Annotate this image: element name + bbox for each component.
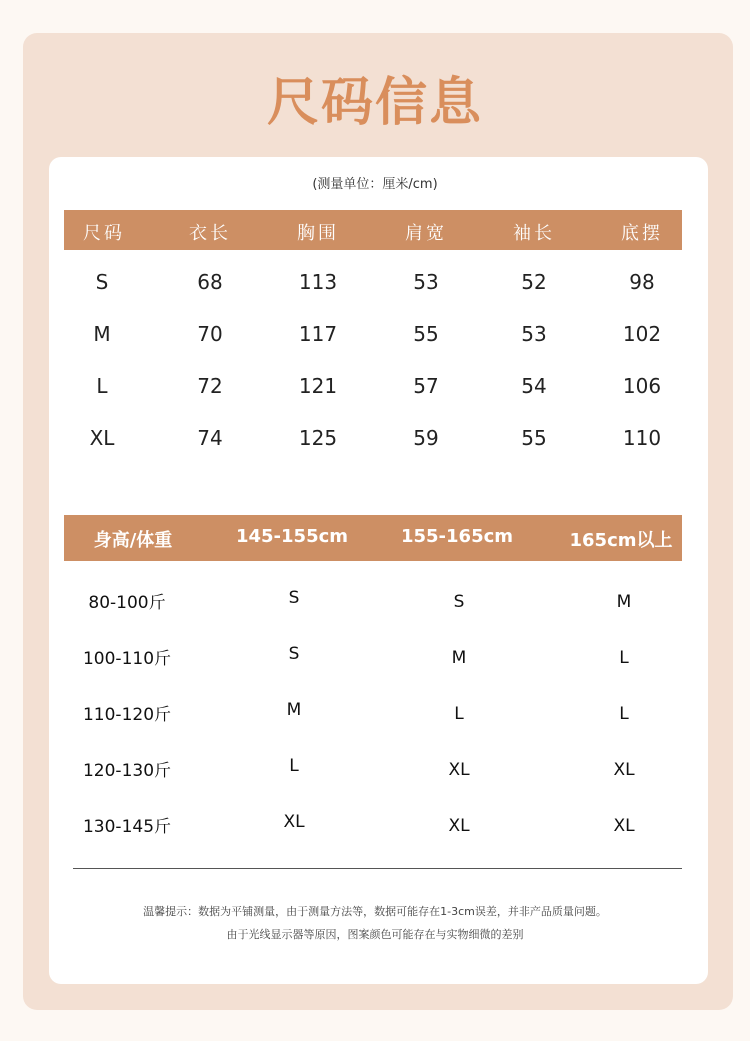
- table-cell: 125: [298, 426, 338, 450]
- measure-table-header: [64, 210, 682, 250]
- fit-cell: XL: [448, 816, 470, 836]
- divider: [73, 868, 682, 869]
- table-cell: M: [93, 322, 111, 346]
- header-sleeve: 袖长: [513, 223, 555, 244]
- header-range-155-165: 155-165cm: [400, 526, 514, 547]
- fit-cell: 80-100斤: [88, 593, 166, 613]
- table-cell: L: [96, 374, 108, 398]
- fit-cell: S: [288, 644, 300, 664]
- fit-cell: M: [286, 700, 302, 720]
- fit-cell: 100-110斤: [82, 649, 172, 669]
- table-cell: 74: [197, 426, 223, 450]
- table-cell: 98: [629, 270, 655, 294]
- fit-cell: L: [289, 756, 299, 776]
- table-cell: 102: [622, 322, 662, 346]
- table-cell: 113: [298, 270, 338, 294]
- fit-cell: XL: [283, 812, 305, 832]
- fit-cell: M: [616, 592, 632, 612]
- fit-table-header: [64, 515, 682, 561]
- fit-cell: L: [454, 704, 464, 724]
- table-cell: 57: [413, 374, 439, 398]
- size-card: [49, 157, 708, 984]
- header-range-145-155: 145-155cm: [235, 526, 349, 547]
- table-cell: 55: [413, 322, 439, 346]
- fit-cell: 130-145斤: [82, 817, 172, 837]
- fit-cell: XL: [613, 760, 635, 780]
- table-cell: 53: [521, 322, 547, 346]
- table-cell: 53: [413, 270, 439, 294]
- header-chest: 胸围: [297, 223, 339, 244]
- header-range-165-up: 165cm以上: [569, 530, 673, 551]
- table-cell: XL: [89, 426, 115, 450]
- fit-cell: M: [451, 648, 467, 668]
- header-length: 衣长: [189, 223, 231, 244]
- fit-cell: S: [453, 592, 465, 612]
- fit-cell: XL: [613, 816, 635, 836]
- table-cell: 68: [197, 270, 223, 294]
- table-cell: S: [95, 270, 109, 294]
- table-cell: 110: [622, 426, 662, 450]
- table-cell: 117: [298, 322, 338, 346]
- table-cell: 72: [197, 374, 223, 398]
- table-cell: 59: [413, 426, 439, 450]
- header-size: 尺码: [83, 223, 125, 244]
- unit-note: (测量单位：厘米/cm): [312, 177, 438, 192]
- note-line-2: 由于光线显示器等原因，图案颜色可能存在与实物细微的差别: [226, 928, 524, 941]
- header-shoulder: 肩宽: [405, 223, 447, 244]
- header-hem: 底摆: [621, 223, 663, 244]
- table-cell: 106: [622, 374, 662, 398]
- fit-cell: L: [619, 648, 629, 668]
- table-cell: 55: [521, 426, 547, 450]
- table-cell: 70: [197, 322, 223, 346]
- fit-cell: 120-130斤: [82, 761, 172, 781]
- fit-cell: S: [288, 588, 300, 608]
- page-title: 尺码信息: [266, 73, 483, 133]
- header-height-weight: 身高/体重: [93, 530, 173, 551]
- table-cell: 54: [521, 374, 547, 398]
- fit-cell: XL: [448, 760, 470, 780]
- fit-cell: 110-120斤: [82, 705, 172, 725]
- table-cell: 52: [521, 270, 547, 294]
- table-cell: 121: [298, 374, 338, 398]
- fit-cell: L: [619, 704, 629, 724]
- note-line-1: 温馨提示：数据为平铺测量，由于测量方法等，数据可能存在1-3cm误差，并非产品质量问题。: [143, 905, 607, 918]
